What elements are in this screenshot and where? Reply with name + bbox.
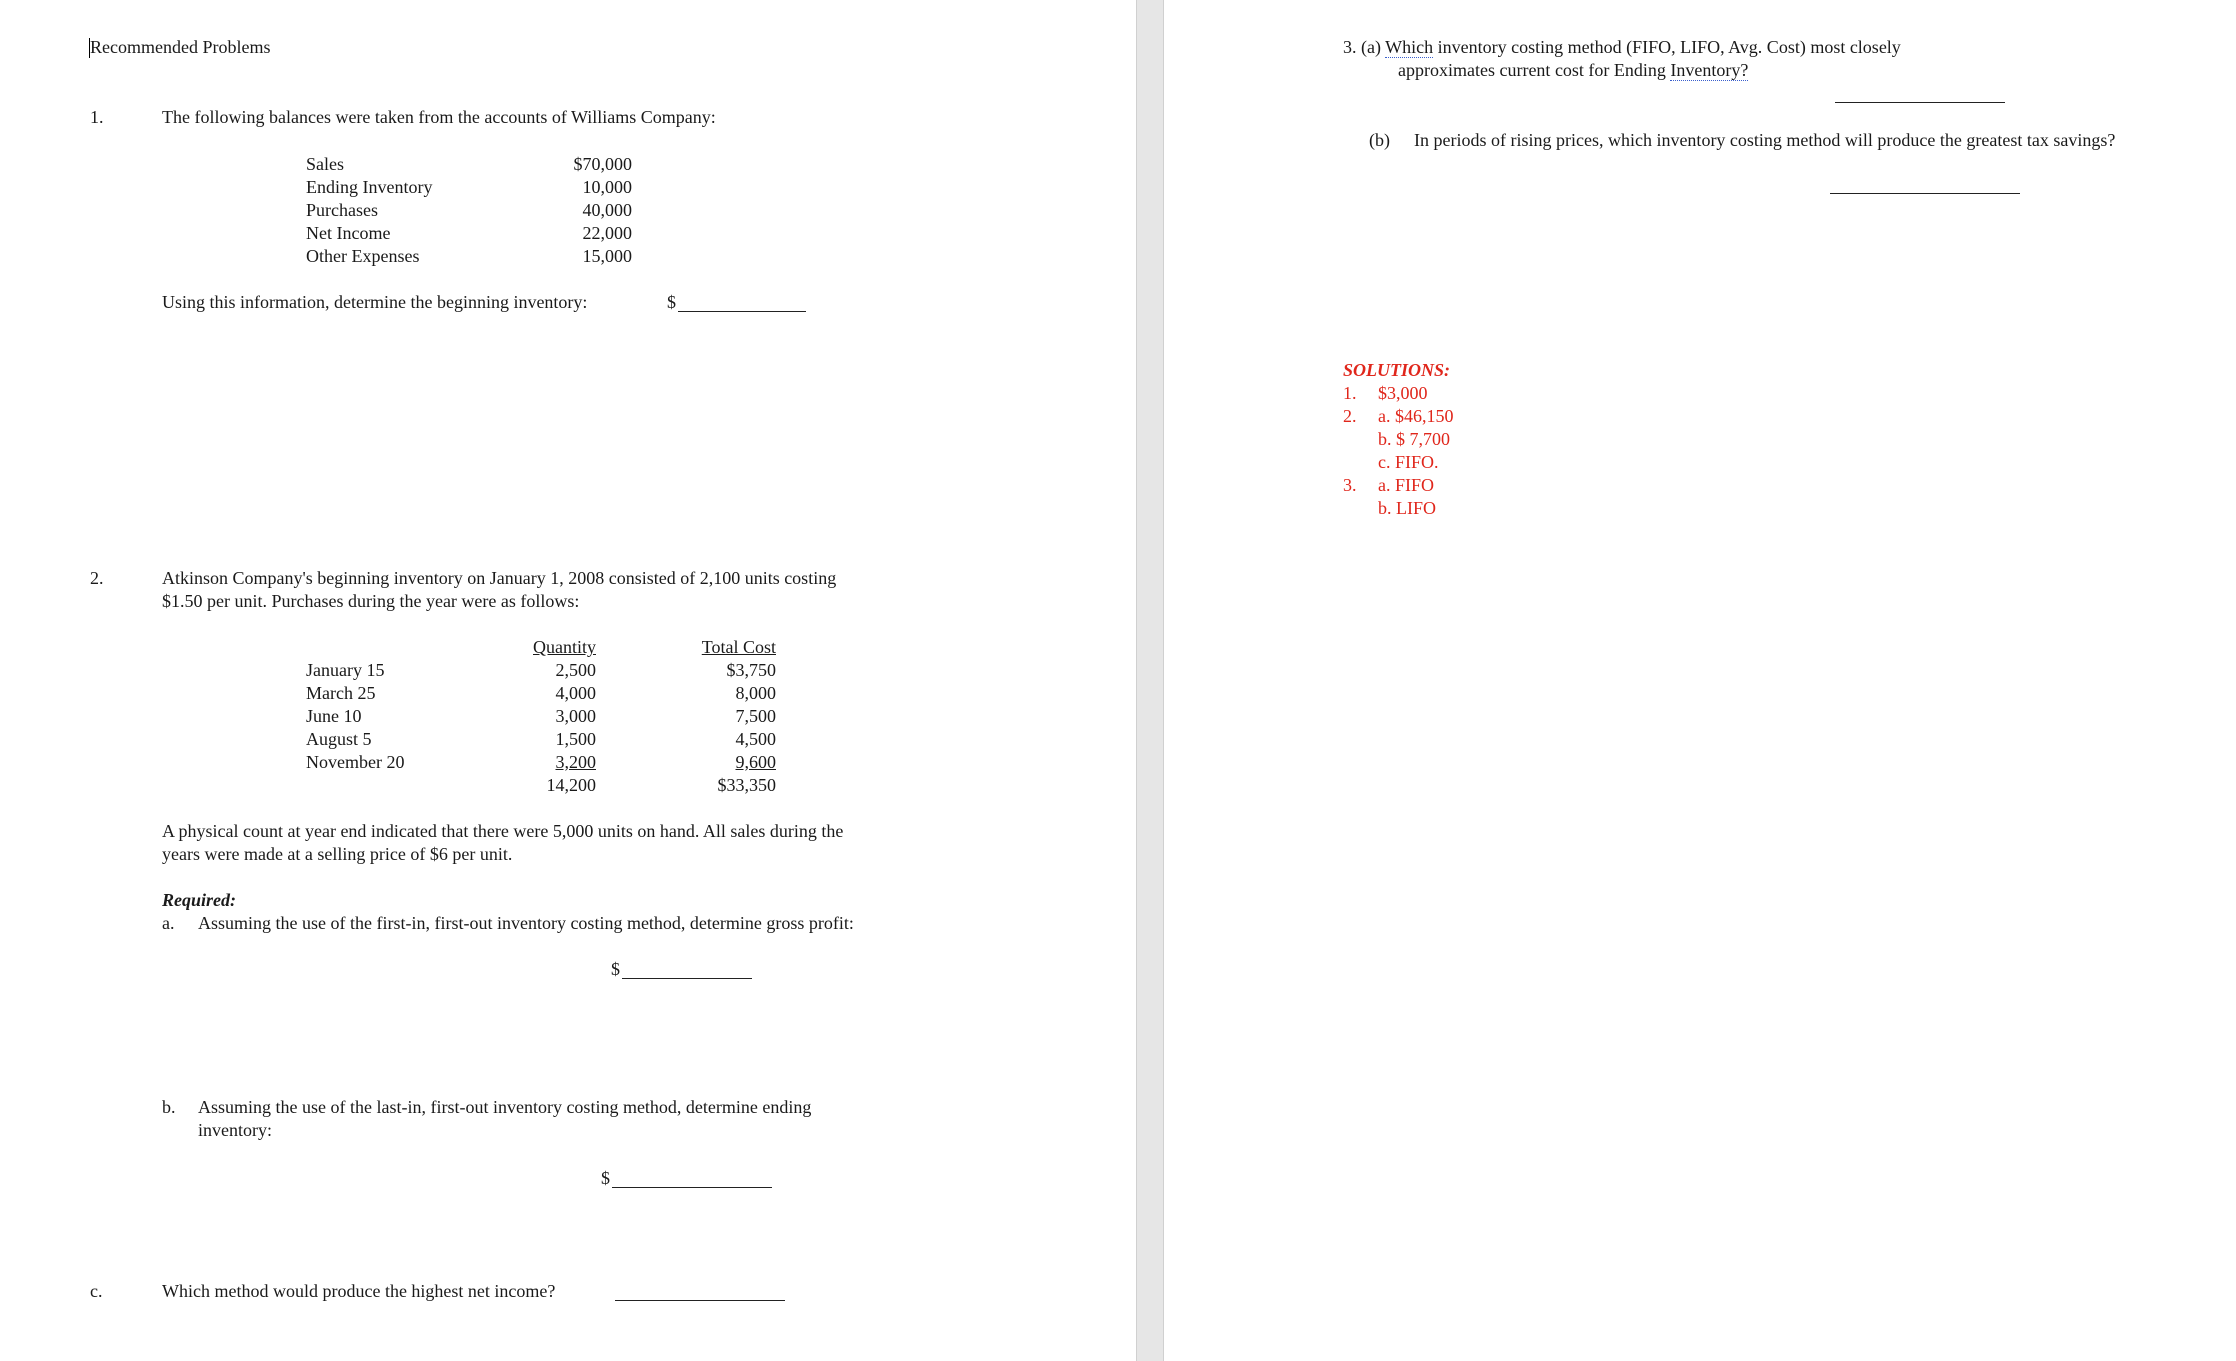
row-cost: 7,500 <box>735 706 776 726</box>
problem-2-number: 2. <box>90 568 104 588</box>
column-header-quantity: Quantity <box>533 637 596 657</box>
problem-3a-rest: inventory costing method (FIFO, LIFO, Avg. Cost) most closely <box>1433 37 1901 57</box>
solution-number: 1. <box>1343 383 1357 403</box>
row-date: January 15 <box>306 660 385 680</box>
problem-3a-line2 <box>1398 59 1748 81</box>
total-quantity: 14,200 <box>546 775 596 795</box>
row-cost: 8,000 <box>735 683 776 703</box>
row-quantity-value: 3,200 <box>555 752 596 772</box>
solution-number: 2. <box>1343 406 1357 426</box>
row-quantity: 1,500 <box>555 729 596 749</box>
solution-text: b. LIFO <box>1378 498 1436 518</box>
balance-label: Sales <box>306 154 344 174</box>
part-c-letter: c. <box>90 1281 103 1301</box>
spellcheck-word-inventory[interactable]: Inventory? <box>1670 60 1749 80</box>
answer-blank-2c[interactable] <box>615 1300 785 1301</box>
balance-value: 10,000 <box>582 177 632 197</box>
row-quantity: 4,000 <box>555 683 596 703</box>
page-separator <box>1136 0 1164 1361</box>
problem-3a-prefix: 3. (a) <box>1343 37 1381 57</box>
solution-text: c. FIFO. <box>1378 452 1439 472</box>
part-b-question-line1: Assuming the use of the last-in, first-out inventory costing method, determine ending <box>198 1097 812 1117</box>
problem-3a-line1 <box>1343 36 1901 58</box>
balance-value: $70,000 <box>573 154 632 174</box>
balance-value: 22,000 <box>582 223 632 243</box>
part-c-question: Which method would produce the highest net income? <box>162 1281 556 1301</box>
problem-1-intro: The following balances were taken from the accounts of Williams Company: <box>162 107 716 127</box>
answer-blank-1[interactable] <box>678 311 806 312</box>
row-date: November 20 <box>306 752 405 772</box>
problem-1-number: 1. <box>90 107 104 127</box>
row-cost: $3,750 <box>726 660 776 680</box>
required-heading: Required: <box>162 890 236 910</box>
answer-blank-3a[interactable] <box>1835 102 2005 103</box>
balance-label: Purchases <box>306 200 378 220</box>
part-a-letter: a. <box>162 913 175 933</box>
column-header-total-cost: Total Cost <box>701 637 776 657</box>
solution-text: $3,000 <box>1378 383 1428 403</box>
row-cost-value: 9,600 <box>735 752 776 772</box>
currency-sign: $ <box>611 959 620 979</box>
row-date: March 25 <box>306 683 376 703</box>
problem-1-question: Using this information, determine the beginning inventory: <box>162 292 588 312</box>
spellcheck-word-which[interactable]: Which <box>1385 37 1434 57</box>
row-cost <box>660 751 776 773</box>
problem-3b-question: In periods of rising prices, which inventory costing method will produce the greatest tax savings? <box>1414 130 2116 150</box>
row-date: August 5 <box>306 729 372 749</box>
total-cost: $33,350 <box>717 775 776 795</box>
problem-3b-label: (b) <box>1369 130 1390 150</box>
solutions-heading: SOLUTIONS: <box>1343 360 1451 380</box>
answer-blank-2a[interactable] <box>622 978 752 979</box>
part-b-letter: b. <box>162 1097 176 1117</box>
solution-text: a. FIFO <box>1378 475 1435 495</box>
problem-2-intro-line1: Atkinson Company's beginning inventory on January 1, 2008 consisted of 2,100 units costing <box>162 568 837 588</box>
solution-number: 3. <box>1343 475 1357 495</box>
answer-blank-2b[interactable] <box>612 1187 772 1188</box>
solution-text: b. $ 7,700 <box>1378 429 1450 449</box>
row-quantity: 2,500 <box>555 660 596 680</box>
balance-value: 15,000 <box>582 246 632 266</box>
problem-3a-line2-text: approximates current cost for Ending <box>1398 60 1671 80</box>
row-quantity: 3,000 <box>555 706 596 726</box>
balance-label: Net Income <box>306 223 391 243</box>
balance-label: Other Expenses <box>306 246 420 266</box>
solution-text: a. $46,150 <box>1378 406 1454 426</box>
page-title: Recommended Problems <box>90 37 271 57</box>
row-date: June 10 <box>306 706 362 726</box>
answer-blank-3b[interactable] <box>1830 193 2020 194</box>
currency-sign: $ <box>667 292 676 312</box>
row-quantity <box>490 751 596 773</box>
row-cost: 4,500 <box>735 729 776 749</box>
currency-sign: $ <box>601 1168 610 1188</box>
balance-value: 40,000 <box>582 200 632 220</box>
problem-2-intro-line2: $1.50 per unit. Purchases during the year were as follows: <box>162 591 580 611</box>
balance-label: Ending Inventory <box>306 177 433 197</box>
part-b-question-line2: inventory: <box>198 1120 272 1140</box>
problem-2-note-line1: A physical count at year end indicated that there were 5,000 units on hand. All sales during the <box>162 821 844 841</box>
problem-2-note-line2: years were made at a selling price of $6 per unit. <box>162 844 513 864</box>
part-a-question: Assuming the use of the first-in, first-out inventory costing method, determine gross profit: <box>198 913 854 933</box>
